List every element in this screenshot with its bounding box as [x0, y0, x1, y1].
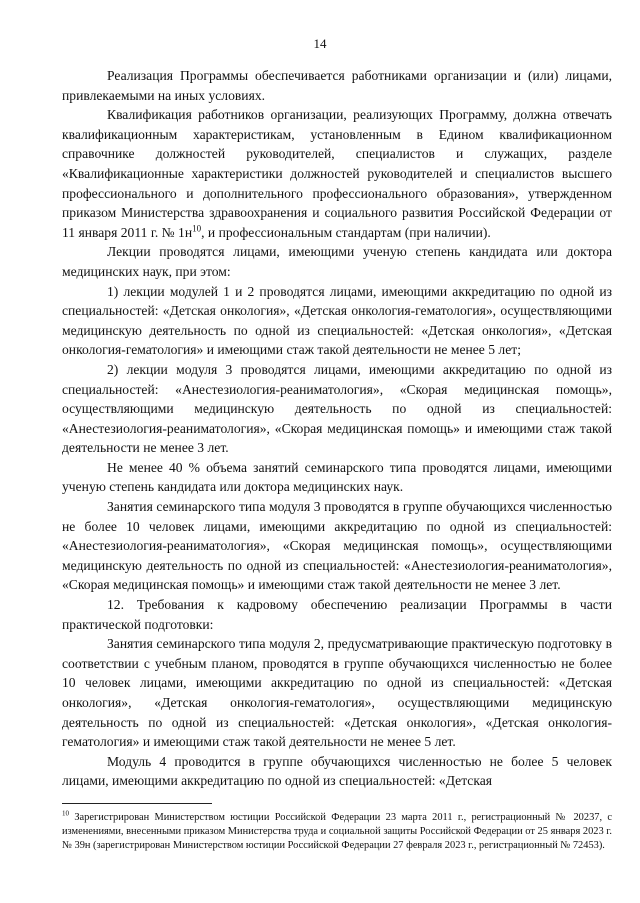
document-body [62, 66, 612, 791]
paragraph-section-12: 12. Требования к кадровому обеспечению реализации Программы в части практической подготовки: [62, 597, 612, 632]
paragraph-seminars-module-2: Занятия семинарского типа модуля 2, предусматривающие практическую подготовку в соответствии с учебным планом, проводятся в группе обучающихся численностью не более 10 человек лицами, имеющими аккредитацию по одной из специальностей: «Детская онкология», «Детская онкология-гематология», осуществляющими медицинскую деятельность по одной из специальностей: «Детская онкология», «Детская онкология-гематология» и имеющими стаж такой деятельности не менее 5 лет. [62, 636, 612, 750]
paragraph-seminars-share: Не менее 40 % объема занятий семинарского типа проводятся лицами, имеющими ученую степень кандидата или доктора медицинских наук. [62, 459, 612, 495]
paragraph-lectures-modules-1-2: 1) лекции модулей 1 и 2 проводятся лицами, имеющими аккредитацию по одной из специальностей: «Детская онкология», «Детская онкология-гематология», осуществляющими медицинскую деятельность по одной из специальностей: «Детская онкология», «Детская онкология-гематология» и имеющими стаж такой деятельности не менее 5 лет; [62, 283, 612, 358]
paragraph-seminars-module-3: Занятия семинарского типа модуля 3 проводятся в группе обучающихся численностью не более 10 человек лицами, имеющими аккредитацию по одной из специальностей: «Анестезиология-реаниматология», «Скорая медицинская помощь», осуществляющими медицинскую деятельность по одной из специальностей: «Анестезиология-реаниматология», «Скорая медицинская помощь» и имеющими стаж такой деятельности не менее 3 лет. [62, 499, 612, 593]
footnote-divider [62, 803, 212, 804]
paragraph-module-4: Модуль 4 проводится в группе обучающихся численностью не более 5 человек лицами, имеющими аккредитацию по одной из специальностей: «Детская [62, 753, 612, 789]
footnote-marker: 10 [62, 809, 69, 818]
footnote-reference[interactable]: 10 [192, 223, 202, 234]
footnote-text: Зарегистрирован Министерством юстиции Российской Федерации 23 марта 2011 г., регистрационный № 20237, с изменениями, внесенными приказом Министерства труда и социальной защиты Российской Федерации от 25 января 2023 г. № 39н (зарегистрирован Министерством юстиции Российской Федерации 27 февраля 2023 г., регистрационный № 72453). [62, 812, 612, 852]
paragraph-qualification-text: Квалификация работников организации, реализующих Программу, должна отвечать квалификационным характеристикам, установленным в Едином квалификационном справочнике должностей руководителей, специалистов и служащих, разделе «Квалификационные характеристики должностей руководителей и специалистов высшего профессионального и дополнительного профессионального образования», утвержденном приказом Министерства здравоохранения и социального развития Российской Федерации от 11 января 2011 г. № 1н [62, 107, 612, 240]
paragraph-staffing: Реализация Программы обеспечивается работниками организации и (или) лицами, привлекаемыми на иных условиях. [62, 68, 612, 103]
paragraph-lectures-module-3: 2) лекции модуля 3 проводятся лицами, имеющими аккредитацию по одной из специальностей: «Анестезиология-реаниматология», «Скорая медицинская помощь», осуществляющими медицинскую деятельность по одной из специальностей: «Анестезиология-реаниматология», «Скорая медицинская помощь» и имеющими стаж такой деятельности не менее 3 лет. [62, 361, 612, 456]
page-number: 14 [313, 36, 327, 51]
paragraph-qualification-tail: , и профессиональным стандартам (при наличии). [201, 224, 491, 240]
footnote [62, 811, 612, 854]
paragraph-qualification [62, 105, 612, 242]
paragraph-lectures: Лекции проводятся лицами, имеющими ученую степень кандидата или доктора медицинских наук, при этом: [62, 244, 612, 279]
